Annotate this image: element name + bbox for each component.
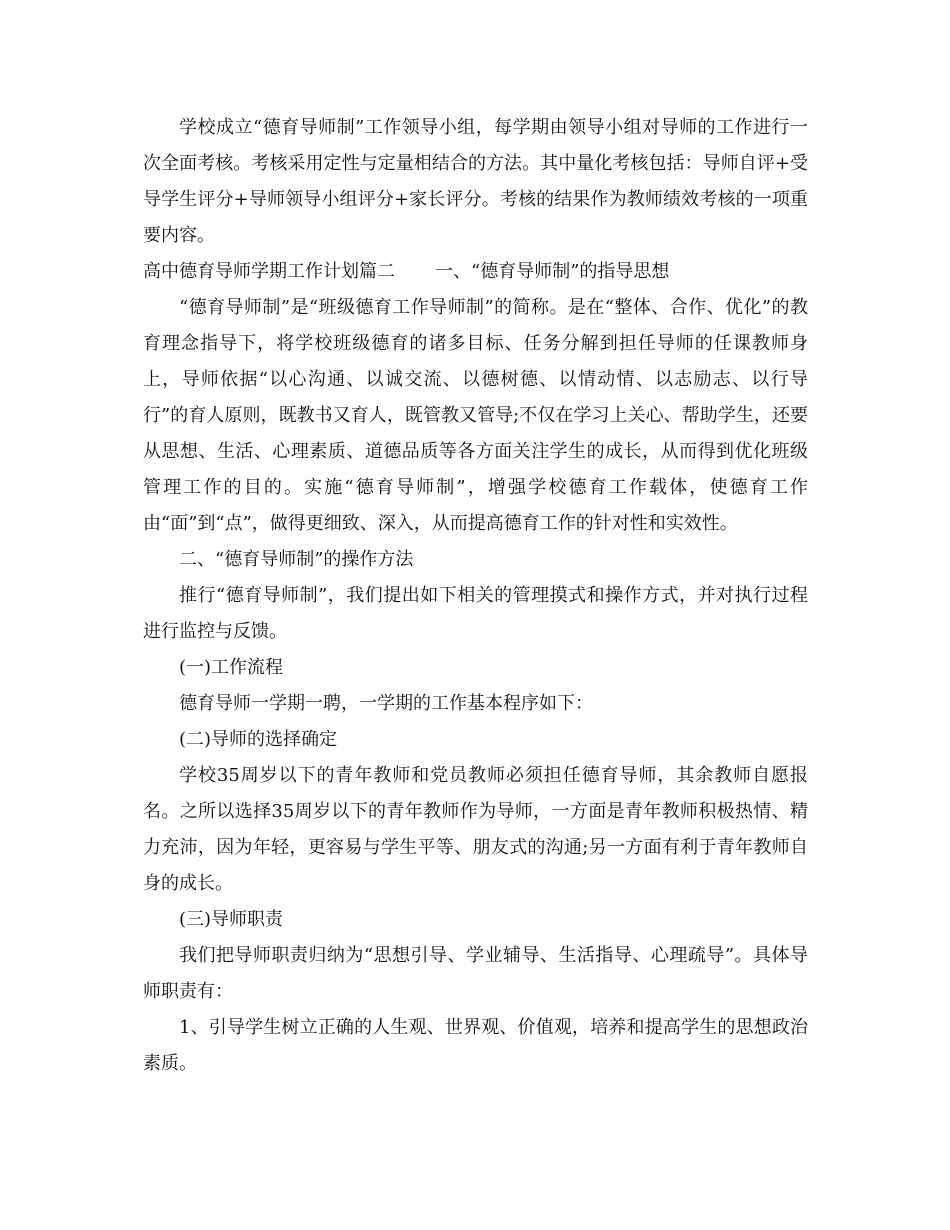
section-heading-line <box>143 254 808 290</box>
list-item-duty-1: 1、引导学生树立正确的人生观、世界观、价值观，培养和提高学生的思想政治素质。 <box>143 1017 808 1074</box>
paragraph-mentor-duties: 我们把导师职责归纳为“思想引导、学业辅导、生活指导、心理疏导”。具体导师职责有： <box>143 945 808 1002</box>
paragraph-mentor-selection: 学校35周岁以下的青年教师和党员教师必须担任德育导师，其余教师自愿报名。之所以选择35周岁以下的青年教师作为导师，一方面是青年教师积极热情、精力充沛，因为年轻，更容易与学生平等、朋友式的沟通;另一方面有利于青年教师自身的成长。 <box>143 765 808 894</box>
subheading-mentor-selection: (二)导师的选择确定 <box>179 729 338 750</box>
document-body <box>143 110 808 1082</box>
subheading-workflow: (一)工作流程 <box>179 657 284 678</box>
document-title: 高中德育导师学期工作计划篇二 <box>143 261 395 282</box>
subheading-mentor-duties: (三)导师职责 <box>179 909 284 930</box>
paragraph-definition: “德育导师制”是“班级德育工作导师制”的简称。是在“整体、合作、优化”的教育理念指导下，将学校班级德育的诸多目标、任务分解到担任导师的任课教师身上，导师依据“以心沟通、以诚交流、以德树德、以情动情、以志励志、以行导行”的育人原则，既教书又育人，既管教又管导;不仅在学习上关心、帮助学生，还要从思想、生活、心理素质、道德品质等各方面关注学生的成长，从而得到优化班级管理工作的目的。实施“德育导师制”，增强学校德育工作载体，使德育工作由“面”到“点”，做得更细致、深入，从而提高德育工作的针对性和实效性。 <box>143 297 808 534</box>
section-heading-operation-method: 二、“德育导师制”的操作方法 <box>179 549 414 570</box>
section-heading-guiding-ideology: 一、“德育导师制”的指导思想 <box>435 261 670 282</box>
paragraph-workflow: 德育导师一学期一聘，一学期的工作基本程序如下： <box>179 693 593 714</box>
paragraph-management-mode: 推行“德育导师制”，我们提出如下相关的管理摸式和操作方式，并对执行过程进行监控与反馈。 <box>143 585 808 642</box>
paragraph-assessment: 学校成立“德育导师制”工作领导小组，每学期由领导小组对导师的工作进行一次全面考核。考核采用定性与定量相结合的方法。其中量化考核包括：导师自评+受导学生评分+导师领导小组评分+家长评分。考核的结果作为教师绩效考核的一项重要内容。 <box>143 117 808 246</box>
